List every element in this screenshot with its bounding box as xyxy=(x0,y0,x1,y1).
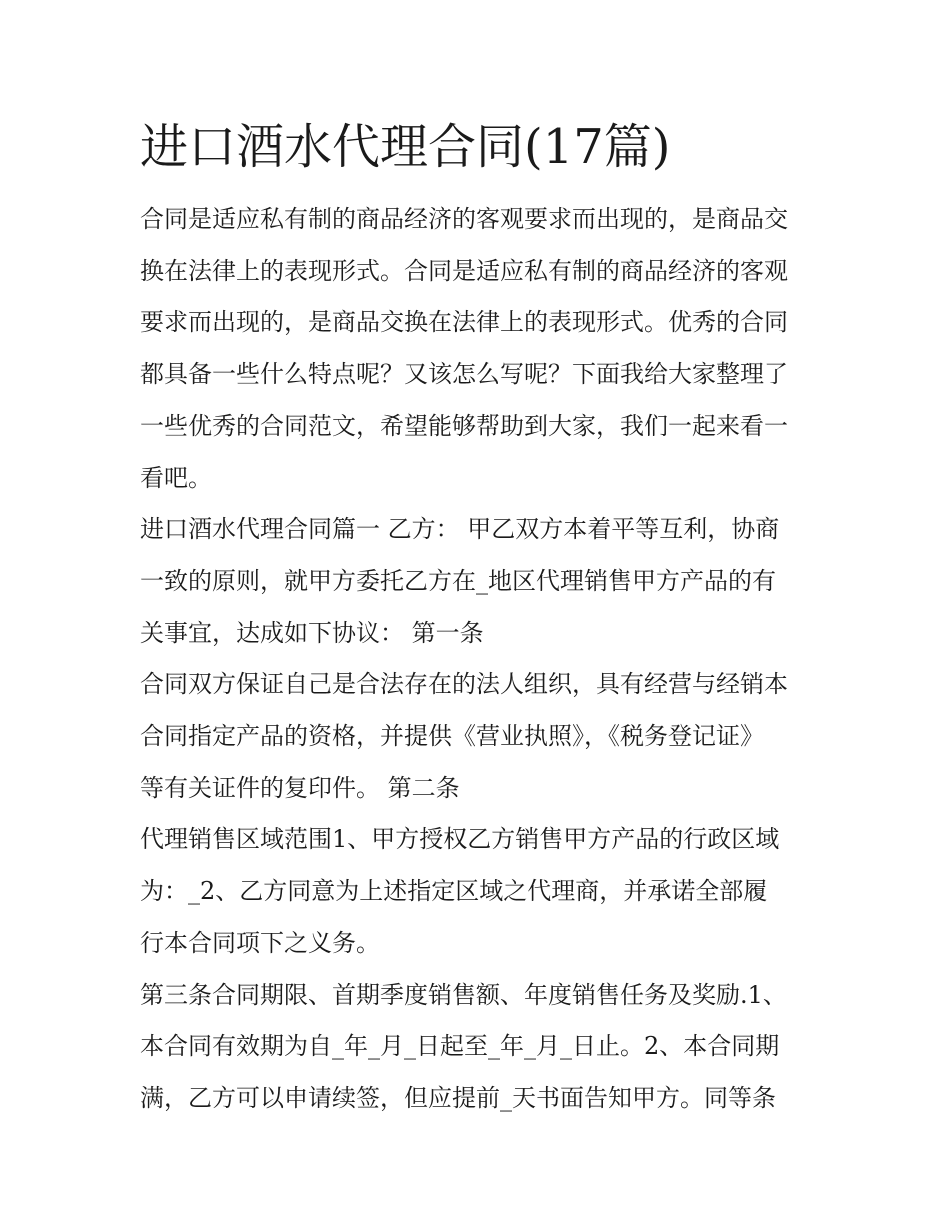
text-line: 等有关证件的复印件。 第二条 xyxy=(140,773,460,802)
text-line: 都具备一些什么特点呢？又该怎么写呢？下面我给大家整理了 xyxy=(140,360,788,389)
text-line: 一致的原则，就甲方委托乙方在_地区代理销售甲方产品的有 xyxy=(140,566,776,595)
document-page xyxy=(140,112,815,1125)
text-line: 满，乙方可以申请续签，但应提前_天书面告知甲方。同等条 xyxy=(140,1083,776,1112)
document-title: 进口酒水代理合同(17篇) xyxy=(140,119,671,175)
text-line: 为：_2、乙方同意为上述指定区域之代理商，并承诺全部履 xyxy=(140,877,768,906)
text-line: 一些优秀的合同范文，希望能够帮助到大家，我们一起来看一 xyxy=(140,411,788,440)
text-line: 看吧。 xyxy=(140,463,212,492)
text-line: 行本合同项下之义务。 xyxy=(140,928,380,957)
text-line: 进口酒水代理合同篇一 乙方： 甲乙双方本着平等互利，协商 xyxy=(140,515,780,544)
text-line: 本合同有效期为自_年_月_日起至_年_月_日止。2、本合同期 xyxy=(140,1032,780,1061)
text-line: 合同指定产品的资格，并提供《营业执照》，《税务登记证》 xyxy=(140,722,764,751)
text-line: 换在法律上的表现形式。合同是适应私有制的商品经济的客观 xyxy=(140,256,788,285)
text-line: 第三条合同期限、首期季度销售额、年度销售任务及奖励.1、 xyxy=(140,980,787,1009)
text-line: 要求而出现的，是商品交换在法律上的表现形式。优秀的合同 xyxy=(140,308,788,337)
text-line: 代理销售区域范围1、甲方授权乙方销售甲方产品的行政区域 xyxy=(140,825,780,854)
paragraph-qualification xyxy=(140,659,815,814)
text-line: 合同是适应私有制的商品经济的客观要求而出现的，是商品交 xyxy=(140,205,788,233)
text-line: 合同双方保证自己是合法存在的法人组织，具有经营与经销本 xyxy=(140,670,788,699)
paragraph-intro xyxy=(140,194,815,504)
text-line: 关事宜，达成如下协议： 第一条 xyxy=(140,618,484,647)
paragraph-contract-term xyxy=(140,970,815,1125)
paragraph-article-one xyxy=(140,504,815,659)
paragraph-sales-region xyxy=(140,814,815,969)
